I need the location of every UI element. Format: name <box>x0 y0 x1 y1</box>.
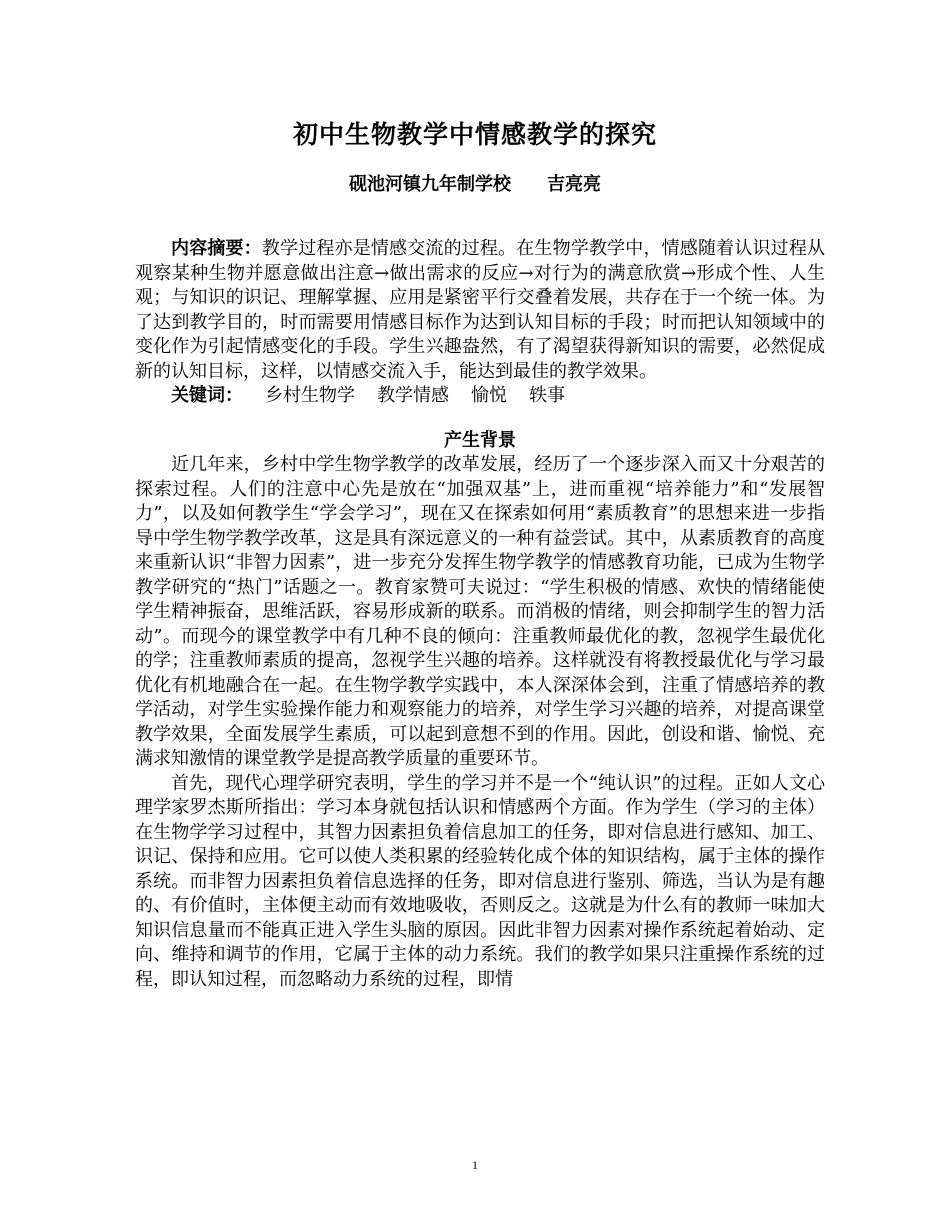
document-body <box>135 237 825 992</box>
document-title: 初中生物教学中情感教学的探究 <box>292 120 657 149</box>
body-paragraph-1: 近几年来，乡村中学生物学教学的改革发展，经历了一个逐步深入而又十分艰苦的探索过程。人们的注意中心先是放在“加强双基”上，进而重视“培养能力”和“发展智力”，以及如何教学生“学会学习”，现在又在探索如何用“素质教育”的思想来进一步指导中学生物学教学改革，这是具有深远意义的一种有益尝试。其中，从素质教育的高度来重新认识“非智力因素”，进一步充分发挥生物学教学的情感教育功能，已成为生物学教学研究的“热门”话题之一。教育家赞可夫说过：“学生积极的情感、欢快的情绪能使学生精神振奋，思维活跃，容易形成新的联系。而消极的情绪，则会抑制学生的智力活动”。而现今的课堂教学中有几种不良的倾向：注重教师最优化的教，忽视学生最优化的学；注重教师素质的提高，忽视学生兴趣的培养。这样就没有将教授最优化与学习最优化有机地融合在一起。在生物学教学实践中，本人深深体会到，注重了情感培养的教学活动，对学生实验操作能力和观察能力的培养，对学生学习兴趣的培养，对提高课堂教学效果，全面发展学生素质，可以起到意想不到的作用。因此，创设和谐、愉悦、充满求知激情的课堂教学是提高教学质量的重要环节。 <box>135 454 825 769</box>
keyword: 轶事 <box>529 385 565 406</box>
abstract-text: 教学过程亦是情感交流的过程。在生物学教学中，情感随着认识过程从观察某种生物并愿意做出注意→做出需求的反应→对行为的满意欣赏→形成个性、人生观；与知识的识记、理解掌握、应用是紧密平行交叠着发展，共存在于一个统一体。为了达到教学目的，时而需要用情感目标作为达到认知目标的手段；时而把认知领域中的变化作为引起情感变化的手段。学生兴趣盎然，有了渴望获得新知识的需要，必然促成新的认知目标，这样，以情感交流入手，能达到最佳的教学效果。 <box>135 238 825 382</box>
body-paragraph-2: 首先，现代心理学研究表明，学生的学习并不是一个“纯认识”的过程。正如人文心理学家罗杰斯所指出：学习本身就包括认识和情感两个方面。作为学生（学习的主体）在生物学学习过程中，其智力因素担负着信息加工的任务，即对信息进行感知、加工、识记、保持和应用。它可以使人类积累的经验转化成个体的知识结构，属于主体的操作系统。而非智力因素担负着信息选择的任务，即对信息进行鉴别、筛选，当认为是有趣的、有价值时，主体便主动而有效地吸收，否则反之。这就是为什么有的教师一味加大知识信息量而不能真正进入学生头脑的原因。因此非智力因素对操作系统起着始动、定向、维持和调节的作用，它属于主体的动力系统。我们的教学如果只注重操作系统的过程，即认知过程，而忽略动力系统的过程，即情 <box>135 772 825 990</box>
page-number: 1 <box>472 1158 478 1172</box>
author-name: 吉亮亮 <box>547 174 601 195</box>
keywords-label: 关键词： <box>171 385 243 406</box>
keyword: 乡村生物学 <box>265 385 355 406</box>
school-name: 砚池河镇九年制学校 <box>349 174 511 195</box>
abstract-paragraph <box>135 237 825 384</box>
keyword: 愉悦 <box>471 385 507 406</box>
section-heading: 产生背景 <box>444 429 516 451</box>
abstract-label: 内容摘要： <box>171 238 262 259</box>
keyword: 教学情感 <box>377 385 449 406</box>
keywords-line <box>135 384 825 409</box>
byline <box>0 170 950 196</box>
